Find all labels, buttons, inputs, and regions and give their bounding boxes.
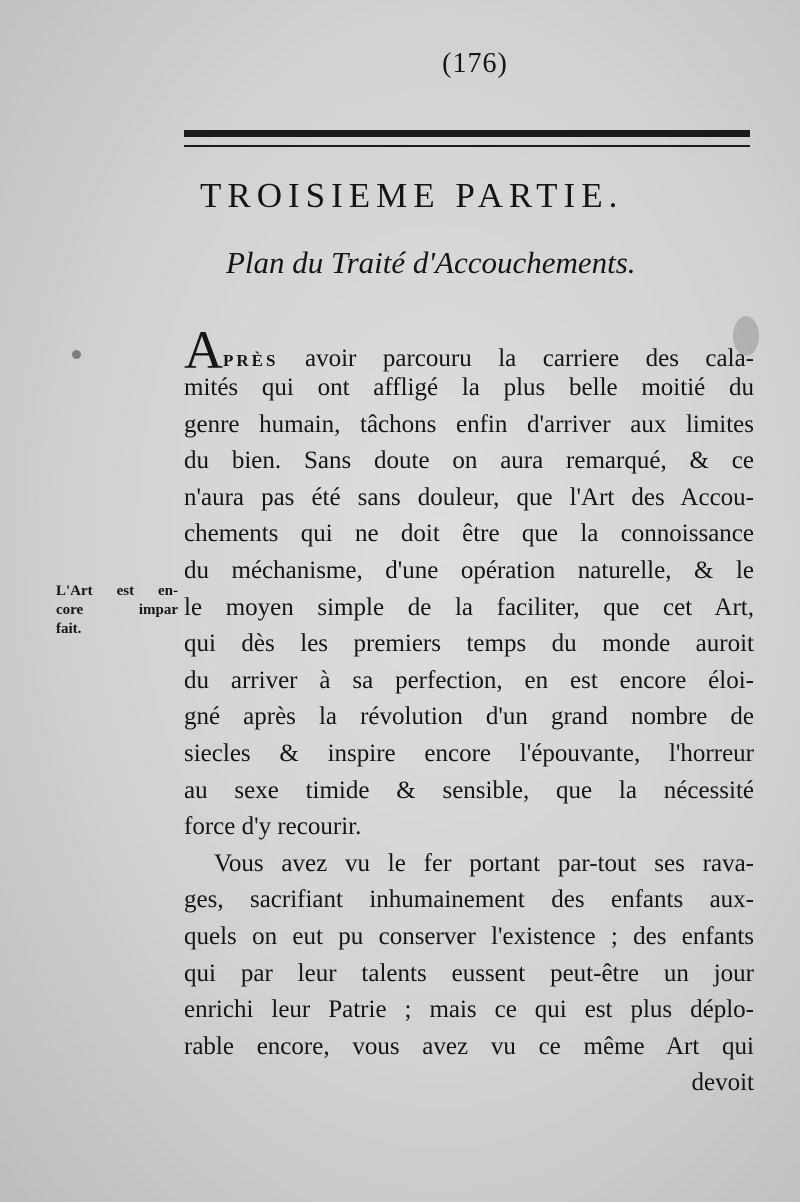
text-line: au sexe timide & sensible, que la nécessité xyxy=(184,776,754,804)
page-number: (176) xyxy=(442,48,508,79)
text-line: du bien. Sans doute on aura remarqué, & ce xyxy=(184,447,754,475)
ink-spot xyxy=(72,350,81,359)
text-line: le moyen simple de la faciliter, que cet Art, xyxy=(184,593,754,621)
text-line: du arriver à sa perfection, en est encore éloi- xyxy=(184,666,754,694)
text-line: rable encore, vous avez vu ce même Art qui xyxy=(184,1032,754,1060)
margin-note-line: L'Art est en- xyxy=(56,583,178,599)
body-text xyxy=(184,320,754,1102)
margin-note-line: fait. xyxy=(56,621,82,637)
text-line: enrichi leur Patrie ; mais ce qui est plus déplo- xyxy=(184,996,754,1024)
header-rule-thin xyxy=(184,145,750,147)
line-text: avoir parcouru la carriere des cala- xyxy=(304,345,754,372)
part-title: TROISIEME PARTIE. xyxy=(200,176,624,215)
text-line: qui par leur talents eussent peut-être un jour xyxy=(184,959,754,987)
text-line: ges, sacrifiant inhumainement des enfants aux- xyxy=(184,886,754,914)
text-line: quels on eut pu conserver l'existence ; des enfants xyxy=(184,922,754,950)
drop-cap: A xyxy=(184,320,223,380)
header-rule-thick xyxy=(184,130,750,137)
small-caps-word: PRÈS xyxy=(223,351,279,370)
text-line: qui dès les premiers temps du monde auroit xyxy=(184,630,754,658)
text-line: Vous avez vu le fer portant par-tout ses rava- xyxy=(214,849,754,877)
catchword: devoit xyxy=(691,1069,754,1097)
text-line: force d'y recourir. xyxy=(184,813,362,841)
text-line: siecles & inspire encore l'épouvante, l'horreur xyxy=(184,739,754,767)
section-subtitle: Plan du Traité d'Accouchements. xyxy=(226,245,636,280)
text-line: genre humain, tâchons enfin d'arriver aux limites xyxy=(184,410,754,438)
text-line: mités qui ont affligé la plus belle moitié du xyxy=(184,374,754,401)
text-line: chements qui ne doit être que la connoissance xyxy=(184,520,754,548)
text-line: du méchanisme, d'une opération naturelle, & le xyxy=(184,556,754,584)
margin-note xyxy=(56,582,178,639)
text-line: gné après la révolution d'un grand nombre de xyxy=(184,703,754,731)
text-line xyxy=(184,320,754,380)
text-line: n'aura pas été sans douleur, que l'Art des Accou- xyxy=(184,483,754,511)
margin-note-line: core impar xyxy=(56,602,178,618)
